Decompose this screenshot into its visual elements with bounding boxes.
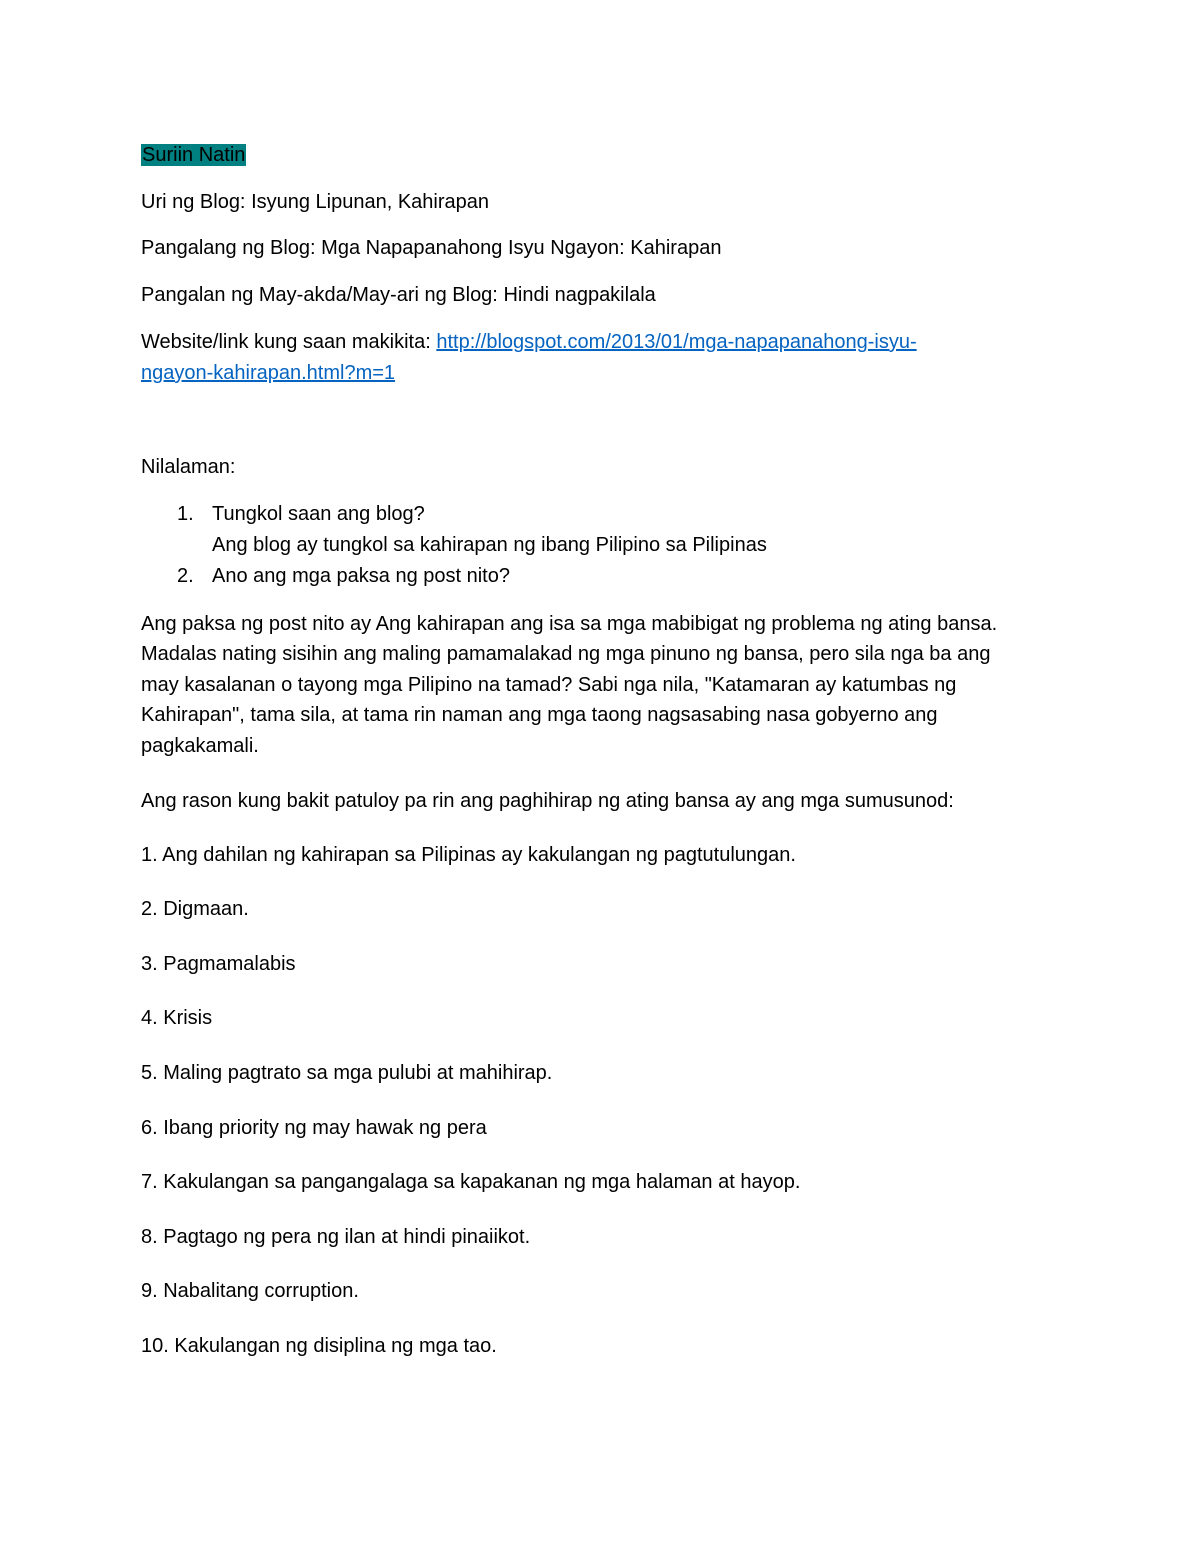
blog-name-value: Mga Napapanahong Isyu Ngayon: Kahirapan (321, 237, 722, 259)
author-line (141, 280, 1061, 311)
answer-item-1 (141, 530, 1061, 561)
question-text: Ano ang mga paksa ng post nito? (212, 565, 510, 587)
question-item-1 (141, 499, 1061, 530)
website-label: Website/link kung saan makikita: (141, 331, 431, 353)
heading-highlight: Suriin Natin (142, 144, 246, 166)
reason-item: 7. Kakulangan sa pangangalaga sa kapakanan ng mga halaman at hayop. (141, 1171, 801, 1193)
reason-item: 9. Nabalitang corruption. (141, 1280, 359, 1302)
blog-name-line (141, 233, 1061, 264)
question-text: Tungkol saan ang blog? (212, 503, 425, 525)
reasons-intro: Ang rason kung bakit patuloy pa rin ang paghihirap ng ating bansa ay ang mga sumusunod: (141, 790, 954, 812)
author-value: Hindi nagpakilala (503, 284, 656, 306)
reason-item: 8. Pagtago ng pera ng ilan at hindi pinaiikot. (141, 1226, 531, 1248)
answer-text: Ang blog ay tungkol sa kahirapan ng ibang Pilipino sa Pilipinas (212, 534, 767, 556)
question-number: 1. (177, 503, 194, 525)
paragraph-line: Kahirapan", tama sila, at tama rin naman ang mga taong nagsasabing nasa gobyerno ang (141, 704, 938, 726)
reason-item: 4. Krisis (141, 1007, 213, 1029)
paragraph-line: pagkakamali. (141, 735, 259, 757)
reason-item: 6. Ibang priority ng may hawak ng pera (141, 1117, 487, 1139)
paragraph-line: may kasalanan o tayong mga Pilipino na tamad? Sabi nga nila, "Katamaran ay katumbas ng (141, 674, 957, 696)
blog-type-value: Isyung Lipunan, Kahirapan (251, 191, 490, 213)
question-item-2 (141, 561, 1061, 592)
paragraph-line: Ang paksa ng post nito ay Ang kahirapan ang isa sa mga mabibigat ng problema ng ating bansa. (141, 613, 998, 635)
nilalaman-label: Nilalaman: (141, 456, 236, 478)
reason-item: 5. Maling pagtrato sa mga pulubi at mahihirap. (141, 1062, 553, 1084)
section-heading (141, 140, 1061, 171)
blog-name-label: Pangalang ng Blog: (141, 237, 316, 259)
website-line (141, 327, 1061, 389)
reason-item: 1. Ang dahilan ng kahirapan sa Pilipinas ay kakulangan ng pagtutulungan. (141, 844, 796, 866)
blog-type-line (141, 187, 1061, 218)
author-label: Pangalan ng May-akda/May-ari ng Blog: (141, 284, 498, 306)
reason-item: 10. Kakulangan ng disiplina ng mga tao. (141, 1335, 497, 1357)
reason-item: 2. Digmaan. (141, 898, 249, 920)
blog-type-label: Uri ng Blog: (141, 191, 246, 213)
paragraph-line: Madalas nating sisihin ang maling pamamalakad ng mga pinuno ng bansa, pero sila nga ba ang (141, 643, 991, 665)
question-number: 2. (177, 565, 194, 587)
website-link-line1: http://blogspot.com/2013/01/mga-napapanahong-isyu- (436, 331, 917, 353)
website-link-line2: ngayon-kahirapan.html?m=1 (141, 362, 396, 384)
reason-item: 3. Pagmamalabis (141, 953, 296, 975)
